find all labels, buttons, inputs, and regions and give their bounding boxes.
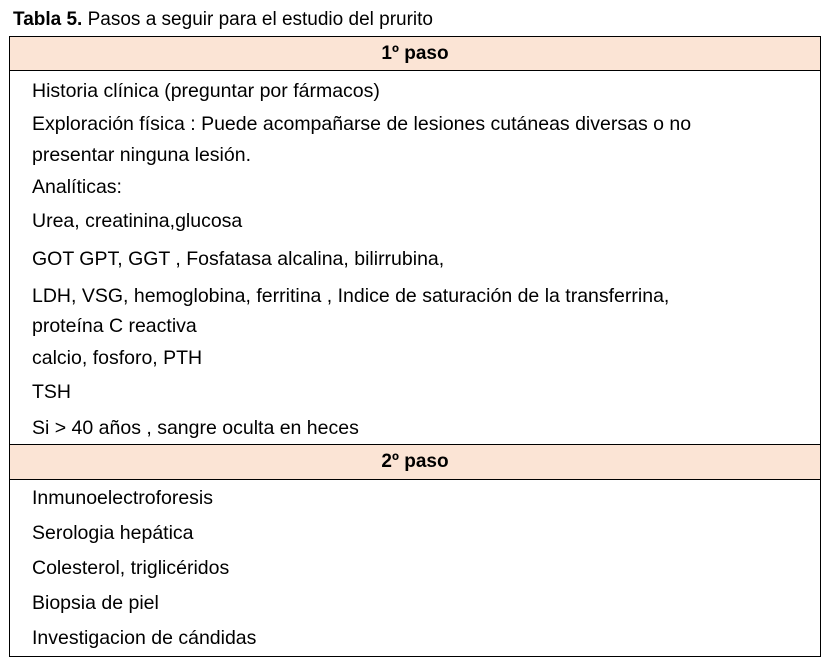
step1-line: LDH, VSG, hemoglobina, ferritina , Indice de saturación de la transferrina, [32, 285, 670, 307]
step1-line: Si > 40 años , sangre oculta en heces [32, 417, 359, 439]
step2-line: Biopsia de piel [32, 592, 159, 614]
step1-line: Analíticas: [32, 176, 122, 198]
step1-line: calcio, fosforo, PTH [32, 347, 203, 369]
step2-line: Serologia hepática [32, 522, 194, 544]
steps-table [9, 36, 821, 657]
step1-line: presentar ninguna lesión. [32, 144, 251, 166]
caption-text: Pasos a seguir para el estudio del prurito [82, 9, 433, 30]
caption-label: Tabla 5. [13, 9, 83, 30]
step1-line: GOT GPT, GGT , Fosfatasa alcalina, bilirrubina, [32, 248, 445, 270]
table-caption [13, 8, 433, 32]
step2-line: Colesterol, triglicéridos [32, 557, 230, 579]
step2-line: Investigacion de cándidas [32, 627, 257, 649]
step1-line: proteína C reactiva [32, 315, 197, 337]
step1-line: Historia clínica (preguntar por fármacos) [32, 80, 380, 102]
step2-line: Inmunoelectroforesis [32, 487, 214, 509]
step2-header: 2º paso [10, 444, 820, 480]
step1-header: 1º paso [10, 37, 820, 71]
step1-line: Exploración física : Puede acompañarse de lesiones cutáneas diversas o no [32, 113, 692, 135]
step1-line: TSH [32, 381, 71, 403]
step1-line: Urea, creatinina,glucosa [32, 210, 243, 232]
